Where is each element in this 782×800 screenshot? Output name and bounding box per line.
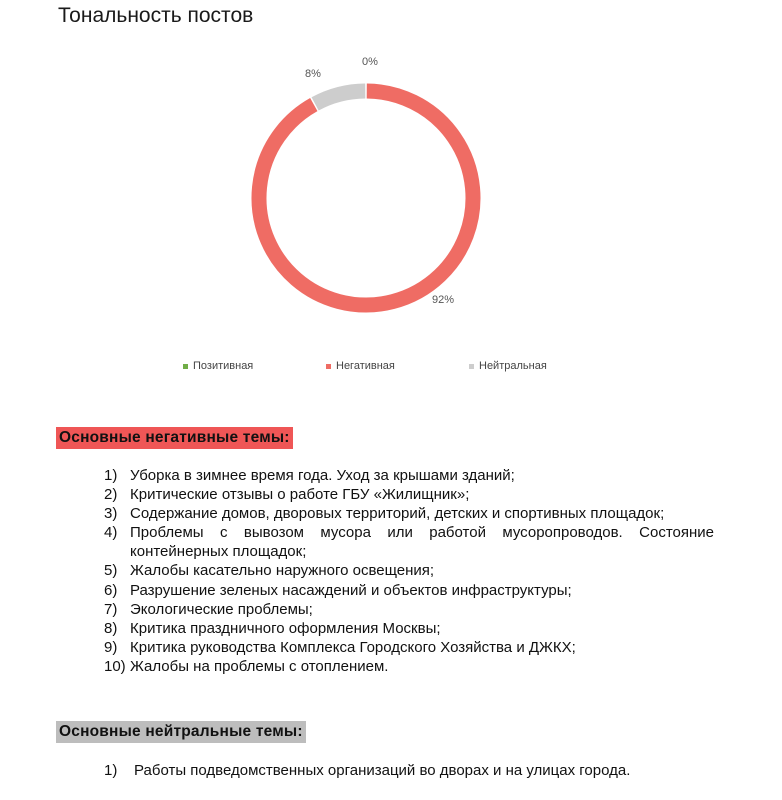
neutral-topics-list: [104, 761, 714, 780]
negative-topics-list: [104, 466, 714, 676]
chart-title: Тональность постов: [58, 4, 254, 27]
list-item-text: Жалобы на проблемы с отоплением.: [130, 657, 389, 675]
legend-swatch-negative: [326, 364, 331, 369]
list-item: [104, 523, 714, 561]
list-item-number: 7): [104, 600, 118, 618]
list-item: [104, 504, 714, 523]
list-item-text: Критические отзывы о работе ГБУ «Жилищник»;: [130, 486, 470, 504]
list-item: [104, 600, 714, 619]
list-item: [104, 657, 714, 676]
legend-item-neutral: [469, 360, 547, 372]
list-item-text: Содержание домов, дворовых территорий, детских и спортивных площадок;: [130, 505, 665, 523]
slice-label-positive: 0%: [362, 56, 378, 68]
slice-negative: [259, 91, 473, 305]
list-item-text: Разрушение зеленых насаждений и объектов инфраструктуры;: [130, 581, 572, 599]
list-item-number: 1): [104, 762, 118, 779]
list-item-text: Уборка в зимнее время года. Уход за крышами зданий;: [130, 467, 515, 484]
list-item: [104, 485, 714, 504]
chart-legend: [0, 360, 782, 378]
legend-label-negative: Негативная: [336, 360, 395, 372]
list-item: [104, 466, 714, 485]
list-item-number: 8): [104, 619, 118, 637]
list-item-text: Жалобы касательно наружного освещения;: [130, 562, 435, 580]
list-item-text: Критика праздничного оформления Москвы;: [130, 619, 441, 637]
list-item: [104, 581, 714, 600]
legend-swatch-positive: [183, 364, 188, 369]
slice-label-negative: 92%: [432, 294, 455, 306]
slice-label-neutral: 8%: [305, 68, 321, 80]
list-item-number: 9): [104, 638, 118, 656]
list-item-number: 5): [104, 562, 118, 580]
list-item-number: 3): [104, 505, 118, 523]
list-item: [104, 638, 714, 657]
list-item-number: 6): [104, 581, 118, 599]
list-item-text: Экологические проблемы;: [130, 600, 313, 618]
legend-item-negative: [326, 360, 395, 372]
list-item-number: 4): [104, 524, 118, 542]
slice-neutral: [315, 91, 365, 104]
list-item: [104, 619, 714, 638]
list-item: [104, 561, 714, 580]
list-item-text: Критика руководства Комплекса Городского Хозяйства и ДЖКХ;: [130, 638, 576, 656]
list-item-number: 2): [104, 486, 118, 504]
list-item: [104, 761, 714, 780]
negative-topics-heading: Основные негативные темы:: [56, 427, 293, 449]
list-item-text: Проблемы с вывозом мусора или работой мусоропроводов. Состояние контейнерных площадок;: [130, 524, 714, 561]
list-item-text: Работы подведомственных организаций во дворах и на улицах города.: [134, 762, 631, 779]
legend-item-positive: [183, 360, 253, 372]
legend-label-positive: Позитивная: [193, 360, 254, 372]
neutral-topics-heading: Основные нейтральные темы:: [56, 721, 306, 743]
list-item-number: 1): [104, 467, 118, 484]
legend-label-neutral: Нейтральная: [479, 360, 547, 372]
list-item-number: 10): [104, 657, 126, 675]
legend-swatch-neutral: [469, 364, 474, 369]
